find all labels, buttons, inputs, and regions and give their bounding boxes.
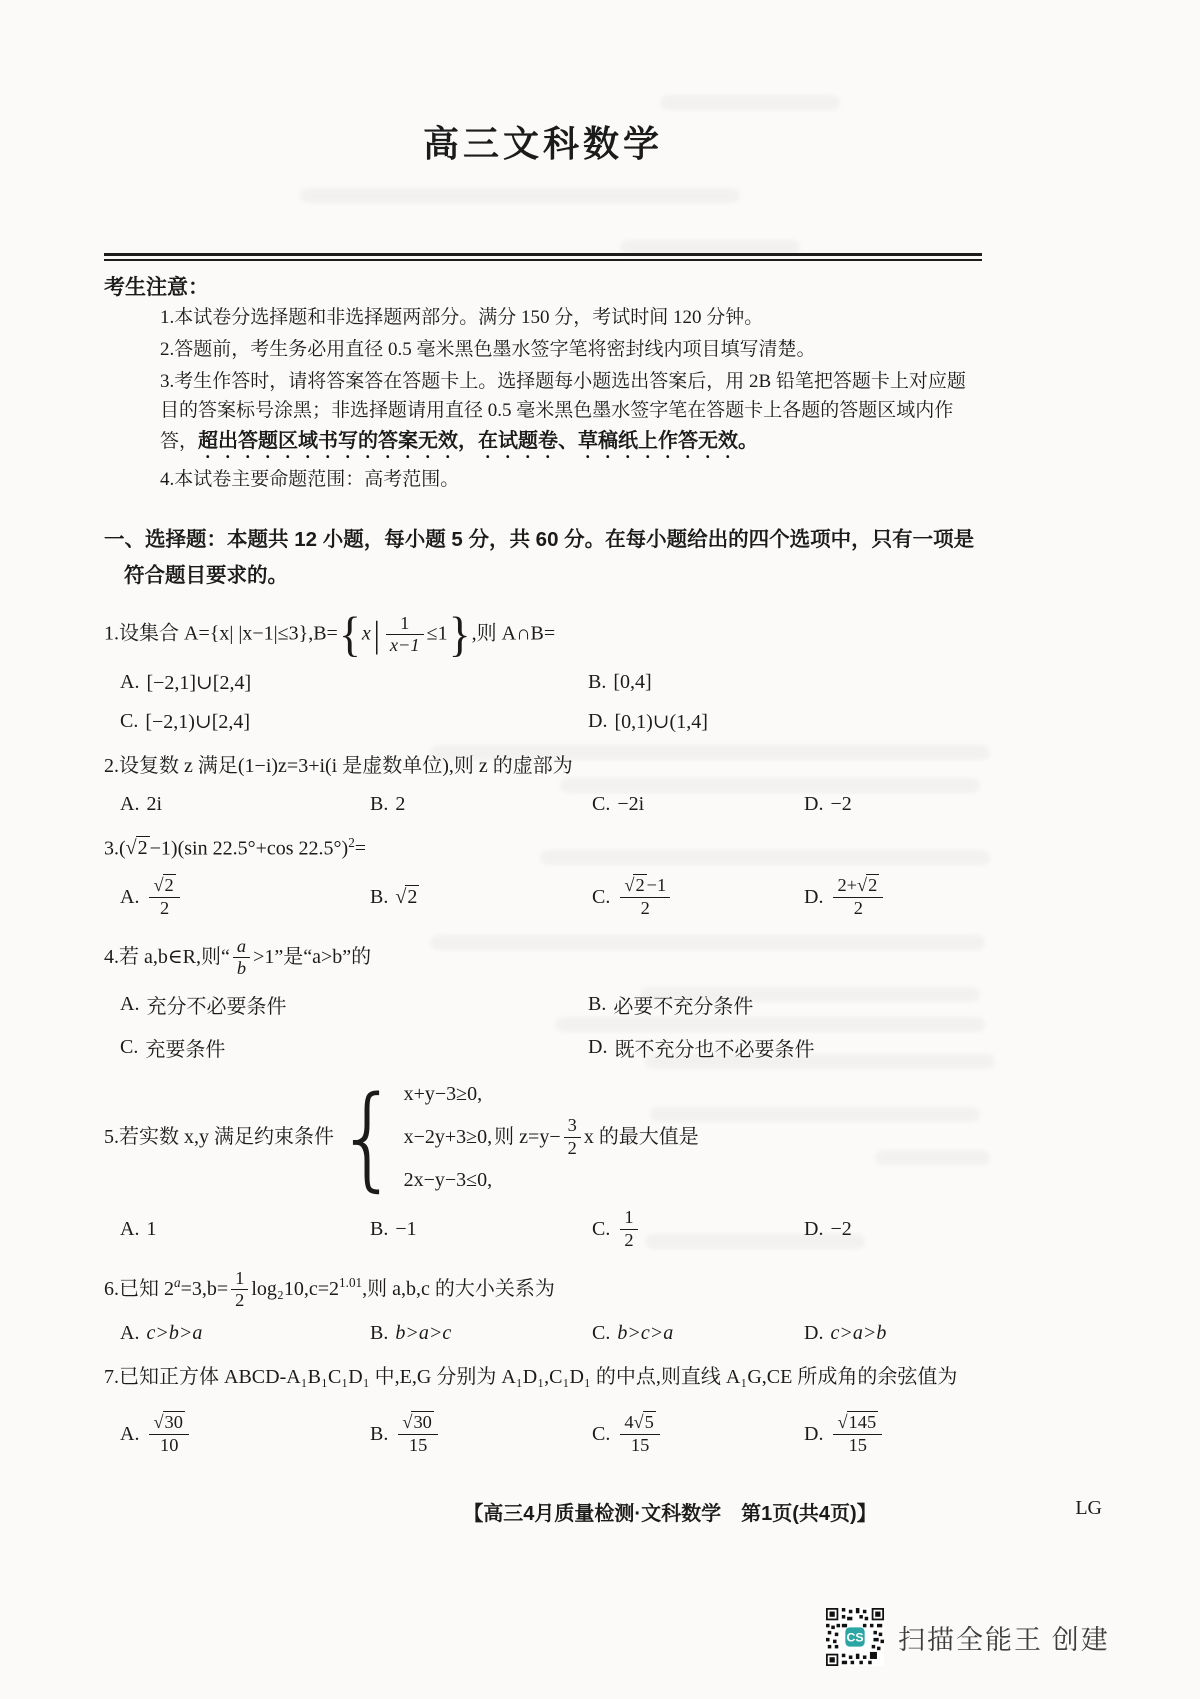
option-6A <box>120 1322 370 1345</box>
sqrt <box>153 875 175 895</box>
option-3C-fraction <box>620 875 670 919</box>
option-7C-numerator-head: 4 <box>624 1412 634 1433</box>
option-3B-sqrt <box>395 886 419 909</box>
q5-fraction <box>564 1115 581 1159</box>
option-5B <box>370 1218 592 1241</box>
question-6-options <box>104 1322 982 1345</box>
option-1A-value: [−2,1]∪[2,4] <box>146 671 252 694</box>
radical-sign: √ <box>857 875 868 896</box>
question-7 <box>104 1361 982 1456</box>
option-7D <box>804 1412 982 1456</box>
option-1A-label: A. <box>120 670 140 693</box>
question-5-options <box>104 1207 982 1251</box>
question-2-options <box>104 793 982 816</box>
question-3-stem <box>104 832 982 866</box>
option-2B-value: 2 <box>395 792 406 815</box>
right-brace: } <box>448 607 471 662</box>
option-6C-label: C. <box>592 1322 611 1345</box>
option-5A <box>120 1218 370 1241</box>
q4-fraction-denominator: b <box>236 958 247 979</box>
q6-exponent-c: 1.01 <box>339 1274 363 1290</box>
option-4A <box>120 990 588 1019</box>
option-2D <box>804 793 982 816</box>
q1-stem-text-a: 1.设集合 A={x| |x−1|≤3},B= <box>104 622 338 645</box>
option-7C-label: C. <box>592 1422 611 1445</box>
option-3C-label: C. <box>592 886 611 908</box>
option-3D-label: D. <box>804 886 824 908</box>
option-3C-numerator <box>620 875 670 898</box>
q4-fraction-numerator: a <box>233 936 250 959</box>
option-5D-label: D. <box>804 1217 824 1240</box>
option-2C-label: C. <box>592 792 611 815</box>
system-left-brace: { <box>336 1072 400 1204</box>
option-3A-numerator <box>149 875 179 898</box>
q1-fraction-denominator: x−1 <box>389 635 420 656</box>
option-6D <box>804 1322 982 1345</box>
option-3B-label: B. <box>370 886 389 908</box>
option-2A-value: 2i <box>146 792 163 815</box>
q1-condition: ≤1 <box>426 622 448 645</box>
sqrt <box>634 1412 656 1432</box>
option-4D <box>588 1033 982 1062</box>
option-6B-value: b>a>c <box>395 1322 452 1345</box>
q5-stem-text-c: x 的最大值是 <box>583 1126 699 1149</box>
q5-fraction-denominator: 2 <box>567 1138 577 1159</box>
q5-constraint-system <box>336 1072 493 1204</box>
q6-stem-text-d: ,则 a,b,c 的大小关系为 <box>362 1277 555 1300</box>
option-5D <box>804 1218 982 1241</box>
option-3B <box>370 886 592 909</box>
q6-fraction-denominator: 2 <box>235 1290 245 1311</box>
option-4A-label: A. <box>120 993 140 1016</box>
option-2A <box>120 793 370 816</box>
sqrt <box>153 1412 184 1432</box>
notice-item-3 <box>160 368 982 463</box>
option-7C <box>592 1412 804 1456</box>
q3-sqrt <box>126 837 150 859</box>
option-3C-numerator-tail: −1 <box>646 875 667 896</box>
option-7B-label: B. <box>370 1422 389 1445</box>
q3-exponent: 2 <box>348 834 355 850</box>
option-7A-label: A. <box>120 1422 140 1445</box>
option-1B-value: [0,4] <box>613 670 652 693</box>
option-4D-value: 既不充分也不必要条件 <box>614 1039 815 1062</box>
option-1C-label: C. <box>120 709 139 732</box>
option-7A-fraction <box>149 1412 188 1456</box>
option-3A-denominator: 2 <box>160 898 170 918</box>
page-title: 高三文科数学 <box>422 124 663 164</box>
option-3D <box>804 875 982 919</box>
radical-sign: √ <box>395 886 407 908</box>
option-5A-label: A. <box>120 1217 140 1240</box>
option-3A <box>120 875 370 919</box>
option-5B-value: −1 <box>395 1217 417 1240</box>
question-1-stem <box>104 607 982 662</box>
notice-item-1: 1.本试卷分选择题和非选择题两部分。满分 150 分，考试时间 120 分钟。 <box>160 307 764 328</box>
notice-item-3-text: 3.考生作答时，请将答案答在答题卡上。选择题每小题选出答案后，用 2B 铅笔把答题卡上对应题目的答案标号涂黑；非选择题请用直径 0.5 毫米黑色墨水签字笔在答题卡上各题的答题区域内作答， <box>160 370 966 452</box>
option-5A-value: 1 <box>146 1217 157 1240</box>
radicand: 30 <box>413 1412 432 1433</box>
option-7B-denominator: 15 <box>408 1434 428 1455</box>
option-2C <box>592 793 804 816</box>
option-1A <box>120 670 588 695</box>
notice-item-4: 4.本试卷主要命题范围：高考范围。 <box>160 468 460 490</box>
option-5B-label: B. <box>370 1217 389 1240</box>
constraint-2: x−2y+3≥0, <box>403 1126 493 1149</box>
q3-stem-text-c: = <box>354 837 367 860</box>
radical-sign: √ <box>153 1412 164 1433</box>
sqrt <box>837 1412 878 1432</box>
sqrt <box>857 875 879 895</box>
question-6 <box>104 1268 982 1345</box>
option-2A-label: A. <box>120 792 140 815</box>
scanner-caption: 扫描全能王 创建 <box>898 1624 1110 1655</box>
option-7C-fraction <box>620 1412 660 1456</box>
option-1B-label: B. <box>588 670 607 693</box>
q4-stem-text-a: 4.若 a,b∈R,则“ <box>104 945 230 968</box>
option-7A-numerator <box>149 1412 188 1435</box>
option-7D-numerator <box>833 1412 882 1435</box>
option-7B <box>370 1412 592 1456</box>
radicand: 5 <box>644 1412 654 1433</box>
question-5 <box>104 1072 982 1251</box>
option-3A-fraction <box>149 875 179 919</box>
option-5C-fraction <box>620 1207 637 1251</box>
radicand: 145 <box>848 1412 877 1433</box>
q6-stem-text-c: log₂10,c=2 <box>251 1277 340 1300</box>
option-6A-value: c>b>a <box>146 1322 203 1345</box>
option-4B-label: B. <box>588 993 607 1016</box>
option-4D-label: D. <box>588 1036 608 1059</box>
left-brace: { <box>338 607 361 662</box>
radical-sign: √ <box>633 1412 644 1433</box>
sqrt <box>624 875 646 895</box>
option-2C-value: −2i <box>617 792 645 815</box>
q5-stem-text-a: 5.若实数 x,y 满足约束条件 <box>104 1126 334 1149</box>
question-5-stem <box>104 1072 982 1204</box>
option-6B-label: B. <box>370 1322 389 1345</box>
question-3-options <box>104 875 982 919</box>
q4-stem-text-b: >1”是“a>b”的 <box>253 945 372 968</box>
constraint-1: x+y−3≥0, <box>403 1083 483 1106</box>
option-2D-label: D. <box>804 792 824 815</box>
question-6-stem <box>104 1268 982 1312</box>
option-7D-label: D. <box>804 1422 824 1445</box>
question-7-stem: 7.已知正方体 ABCD-A₁B₁C₁D₁ 中,E,G 分别为 A₁D₁,C₁D₁ 的中点,则直线 A₁G,CE 所成角的余弦值为 <box>104 1366 958 1389</box>
option-7C-denominator: 15 <box>630 1434 650 1455</box>
option-7C-numerator <box>620 1412 660 1435</box>
constraint-3: 2x−y−3≤0, <box>403 1169 493 1192</box>
q1-set-variable: x <box>361 622 371 645</box>
notice-item-3-bold-emphasis: 超出答题区域书写的答案无效，在试题卷、草稿纸上作答无效。 <box>198 429 759 452</box>
notice-heading: 考生注意： <box>104 276 209 299</box>
option-1D <box>588 709 982 734</box>
qr-code <box>826 1608 884 1666</box>
set-builder-bar: | <box>373 613 380 656</box>
option-1D-value: [0,1)∪(1,4] <box>614 710 708 733</box>
question-2-stem: 2.设复数 z 满足(1−i)z=3+i(i 是虚数单位),则 z 的虚部为 <box>104 754 573 777</box>
qr-center-label: CS <box>846 1630 864 1645</box>
option-7D-denominator: 15 <box>848 1434 867 1455</box>
q1-fraction <box>386 613 424 657</box>
q3-radicand: 2 <box>137 837 148 860</box>
header-divider <box>104 253 982 261</box>
q6-fraction-numerator: 1 <box>231 1268 248 1291</box>
option-3C <box>592 875 804 919</box>
option-3D-numerator <box>833 875 883 898</box>
system-rows <box>404 1078 493 1197</box>
option-2B-label: B. <box>370 792 389 815</box>
option-2B <box>370 793 592 816</box>
page-footer <box>0 1497 1200 1527</box>
radical-sign: √ <box>624 875 635 896</box>
q6-exponent-a: a <box>174 1274 181 1290</box>
option-3D-denominator: 2 <box>853 898 863 918</box>
option-3A-label: A. <box>120 886 140 908</box>
option-7A <box>120 1412 370 1456</box>
option-5C-numerator: 1 <box>620 1207 637 1230</box>
notice-item-2: 2.答题前，考生务必用直径 0.5 毫米黑色墨水签字笔将密封线内项目填写清楚。 <box>160 338 816 360</box>
q5-fraction-numerator: 3 <box>564 1115 581 1138</box>
option-4B <box>588 990 982 1019</box>
question-7-options <box>104 1412 982 1456</box>
question-4-options <box>104 990 982 1062</box>
footer-code: LG <box>1075 1497 1102 1519</box>
radical-sign: √ <box>402 1412 413 1433</box>
option-6D-label: D. <box>804 1322 824 1345</box>
question-1 <box>104 607 982 734</box>
radical-sign: √ <box>153 875 164 896</box>
option-1D-label: D. <box>588 709 608 732</box>
scanner-watermark <box>826 1608 1110 1666</box>
option-4C <box>120 1033 588 1062</box>
option-4A-value: 充分不必要条件 <box>146 996 287 1019</box>
question-4 <box>104 936 982 1062</box>
option-1C-value: [−2,1)∪[2,4] <box>145 710 251 733</box>
radicand: 30 <box>164 1412 183 1433</box>
option-6A-label: A. <box>120 1322 140 1345</box>
option-4B-value: 必要不充分条件 <box>613 996 754 1019</box>
option-5C <box>592 1207 804 1251</box>
section-heading: 一、选择题：本题共 12 小题，每小题 5 分，共 60 分。在每小题给出的四个选项中，只有一项是符合题目要求的。 <box>104 528 975 588</box>
option-4C-label: C. <box>120 1036 139 1059</box>
radicand: 2 <box>635 875 645 896</box>
option-5C-label: C. <box>592 1217 611 1240</box>
question-3 <box>104 832 982 920</box>
radicand: 2 <box>868 875 878 896</box>
option-1C <box>120 709 588 734</box>
option-3C-denominator: 2 <box>640 898 650 918</box>
option-3D-fraction <box>833 875 883 919</box>
q6-stem-text-a: 6.已知 2 <box>104 1277 174 1300</box>
option-7B-fraction <box>398 1412 437 1456</box>
q3-stem-text-b: −1)(sin 22.5°+cos 22.5°) <box>149 837 349 860</box>
radical-sign: √ <box>837 1412 848 1433</box>
radical-sign: √ <box>125 837 137 860</box>
q4-fraction <box>233 936 250 980</box>
question-2 <box>104 750 982 816</box>
option-6D-value: c>a>b <box>830 1322 887 1345</box>
radicand: 2 <box>407 886 418 908</box>
question-1-options <box>104 670 982 734</box>
option-4C-value: 充要条件 <box>145 1039 226 1062</box>
q1-fraction-numerator: 1 <box>386 613 424 636</box>
radicand: 2 <box>164 875 174 896</box>
option-1B <box>588 671 982 694</box>
option-5C-denominator: 2 <box>624 1229 634 1250</box>
option-6C-value: b>c>a <box>617 1322 674 1345</box>
option-5D-value: −2 <box>830 1217 852 1240</box>
option-6C <box>592 1322 804 1345</box>
footer-title: 【高三4月质量检测·文科数学 第1页(共4页)】 <box>463 1503 877 1525</box>
q5-stem-text-b: 则 z=y− <box>494 1126 561 1149</box>
option-7D-fraction <box>833 1412 882 1456</box>
option-7A-denominator: 10 <box>160 1434 179 1455</box>
option-3D-numerator-head: 2+ <box>837 875 858 896</box>
notice-section <box>104 271 982 494</box>
q1-stem-text-b: ,则 A∩B= <box>471 622 556 645</box>
option-2D-value: −2 <box>830 792 852 815</box>
page-content <box>104 0 982 1456</box>
option-6B <box>370 1322 592 1345</box>
sqrt <box>402 1412 433 1432</box>
question-4-stem <box>104 936 982 980</box>
q3-stem-text-a: 3.( <box>104 837 126 860</box>
q6-fraction <box>231 1268 248 1312</box>
option-7B-numerator <box>398 1412 437 1435</box>
q6-stem-text-b: =3,b= <box>180 1277 229 1300</box>
